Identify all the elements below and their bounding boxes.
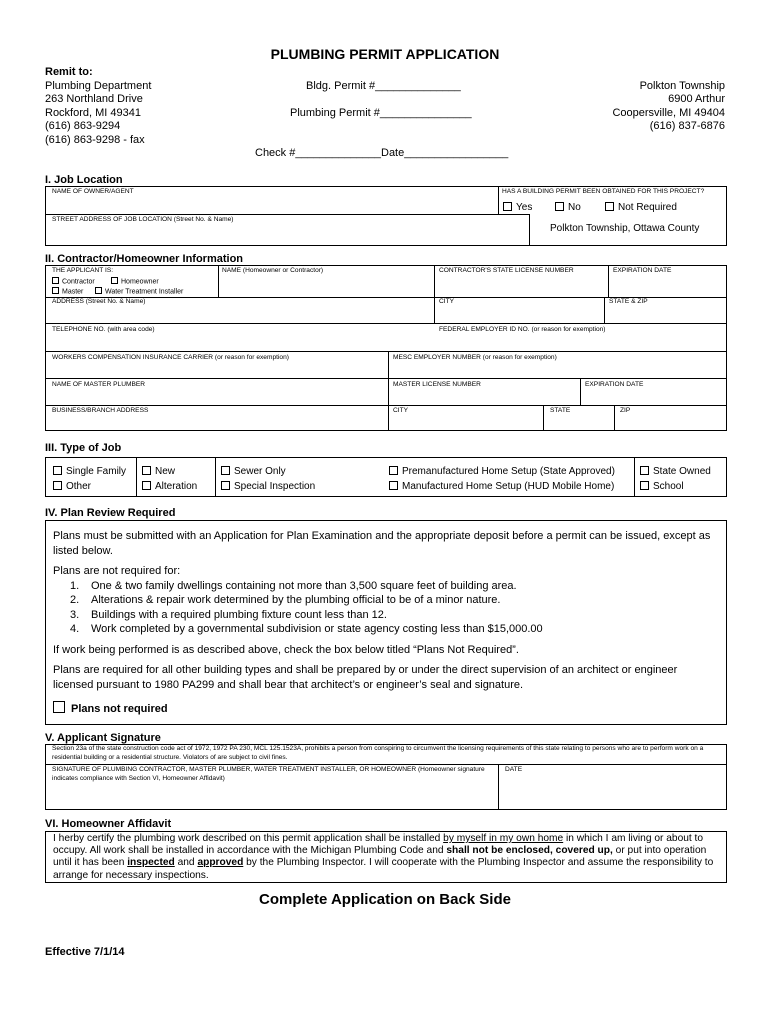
- remit-line: (616) 863-9298 - fax: [45, 133, 145, 146]
- affidavit-text: by the Plumbing Inspector. I will cooperate with the Plumbing Inspector and assume the responsibility to arrange for necessary inspections.: [53, 857, 714, 881]
- checkbox-icon[interactable]: [389, 481, 398, 490]
- applicant-water-treatment-option[interactable]: [95, 288, 183, 295]
- section-type-of-job-heading: III. Type of Job: [45, 442, 122, 454]
- checkbox-icon[interactable]: [52, 277, 59, 284]
- checkbox-icon[interactable]: [53, 701, 65, 713]
- plan-review-check-instruction: If work being performed is as described above, check the box below titled “Plans Not Required”.: [53, 643, 519, 656]
- option-label: No: [568, 202, 581, 213]
- plumbing-permit-field[interactable]: Plumbing Permit #_______________: [290, 107, 472, 119]
- list-item: [70, 579, 719, 594]
- plans-not-required-option[interactable]: [53, 702, 719, 717]
- job-school-option[interactable]: [640, 481, 684, 492]
- bldg-permit-field[interactable]: Bldg. Permit #______________: [306, 80, 461, 92]
- divider: [45, 214, 529, 215]
- telephone-label: TELEPHONE NO. (with area code): [52, 326, 155, 333]
- list-text: Alterations & repair work determined by the plumbing official to be of a minor nature.: [91, 594, 501, 606]
- complete-back-side-notice: Complete Application on Back Side: [259, 891, 511, 908]
- option-label: Sewer Only: [234, 466, 286, 477]
- affidavit-emphasis: by myself in my own home: [443, 833, 564, 844]
- branch-zip-label: ZIP: [620, 407, 631, 414]
- branch-city-label: CITY: [393, 407, 409, 414]
- option-label: Master: [62, 288, 84, 296]
- checkbox-icon[interactable]: [53, 481, 62, 490]
- job-sewer-only-option[interactable]: [221, 466, 286, 477]
- divider: [215, 457, 216, 497]
- list-item: [70, 608, 719, 623]
- master-plumber-name-label: NAME OF MASTER PLUMBER: [52, 381, 146, 388]
- divider: [608, 265, 609, 297]
- permit-obtained-question: HAS A BUILDING PERMIT BEEN OBTAINED FOR THIS PROJECT?: [502, 188, 705, 195]
- checkbox-icon[interactable]: [111, 277, 118, 284]
- exemption-list: [70, 579, 719, 637]
- address-label: ADDRESS (Street No. & Name): [52, 298, 146, 305]
- plans-required-statement: Plans are required for all other building types and shall be prepared by or under the direct supervision of an architect or engineer licensed pursuant to 1980 PA299 and shall bear that architect’s or engineer’s seal and signature.: [53, 664, 678, 691]
- divider: [388, 351, 389, 431]
- remit-line: (616) 863-9294: [45, 120, 121, 133]
- divider: [614, 405, 615, 431]
- remit-line: Rockford, MI 49341: [45, 106, 141, 119]
- effective-date: Effective 7/1/14: [45, 946, 125, 958]
- job-other-option[interactable]: [53, 481, 91, 492]
- option-label: Not Required: [618, 202, 677, 213]
- checkbox-icon[interactable]: [53, 466, 62, 475]
- permit-yes-option[interactable]: [503, 202, 532, 213]
- township-line: Polkton Township: [639, 80, 725, 92]
- option-label: Contractor: [62, 278, 95, 286]
- checkbox-icon[interactable]: [221, 466, 230, 475]
- option-label: School: [653, 481, 684, 492]
- name-label: NAME (Homeowner or Contractor): [222, 267, 324, 274]
- licensing-notice: Section 23a of the state construction code act of 1972, 1972 PA 230, MCL 125.1523A, prohibits a person from conspiring to circumvent the licensing requirements of this state relating to persons who are to perform work on a residential building or a residential structure. Violators of are subject to civil fines.: [52, 745, 704, 761]
- township-line: Coopersville, MI 49404: [612, 106, 725, 119]
- state-zip-label: STATE & ZIP: [609, 298, 648, 305]
- divider: [580, 378, 581, 405]
- job-single-family-option[interactable]: [53, 466, 126, 477]
- plan-review-intro: Plans must be submitted with an Application for Plan Examination and the appropriate deposit before a permit can be issued, except as listed below.: [53, 530, 711, 557]
- divider: [45, 405, 727, 406]
- affidavit-text: in which I am living or about to occupy. All work shall be installed in accordance with the Michigan Plumbing Code and: [53, 833, 704, 857]
- expiration-date-label: EXPIRATION DATE: [613, 267, 672, 274]
- affidavit-box: [45, 831, 727, 883]
- section-plan-review-heading: IV. Plan Review Required: [45, 507, 176, 519]
- job-manufactured-option[interactable]: [389, 481, 614, 492]
- workers-comp-label: WORKERS COMPENSATION INSURANCE CARRIER (or reason for exemption): [52, 354, 289, 361]
- checkbox-icon[interactable]: [605, 202, 614, 211]
- option-label: Single Family: [66, 466, 127, 477]
- job-new-option[interactable]: [142, 466, 175, 477]
- checkbox-icon[interactable]: [640, 466, 649, 475]
- checkbox-icon[interactable]: [142, 466, 151, 475]
- license-number-label: CONTRACTOR'S STATE LICENSE NUMBER: [439, 267, 574, 274]
- divider: [634, 457, 635, 497]
- list-item: [70, 622, 719, 637]
- plan-review-box: [45, 520, 727, 725]
- page-title: PLUMBING PERMIT APPLICATION: [270, 46, 500, 62]
- list-text: Work completed by a governmental subdivision or state agency costing less than $15,000.00: [91, 623, 543, 635]
- permit-not-required-option[interactable]: [605, 202, 677, 213]
- affidavit-text: and: [174, 857, 198, 869]
- divider: [218, 265, 219, 297]
- checkbox-icon[interactable]: [389, 466, 398, 475]
- divider: [45, 351, 727, 352]
- list-text: One & two family dwellings containing not more than 3,500 square feet of building area.: [91, 579, 517, 592]
- affidavit-emphasis: approved: [197, 857, 244, 869]
- checkbox-icon[interactable]: [221, 481, 230, 490]
- city-label: CITY: [439, 298, 455, 305]
- divider: [45, 378, 727, 379]
- applicant-master-option[interactable]: [52, 288, 83, 295]
- remit-address: [45, 80, 151, 147]
- divider: [45, 764, 727, 765]
- list-number: 3.: [70, 608, 80, 621]
- section-job-location-heading: I. Job Location: [45, 174, 123, 186]
- signature-label: SIGNATURE OF PLUMBING CONTRACTOR, MASTER PLUMBER, WATER TREATMENT INSTALLER, OR HOMEOWNER (Homeowner signature indicates compliance with Section VI, Homeowner Affidavit): [52, 766, 485, 782]
- section-signature-heading: V. Applicant Signature: [45, 732, 161, 744]
- township-line: (616) 837-6876: [649, 120, 725, 133]
- township-address: [612, 80, 725, 134]
- applicant-contractor-option[interactable]: [52, 278, 95, 285]
- option-label: State Owned: [653, 466, 711, 477]
- divider: [604, 297, 605, 323]
- checkbox-icon[interactable]: [95, 287, 102, 294]
- applicant-is-label: THE APPLICANT IS:: [52, 267, 114, 274]
- checkbox-icon[interactable]: [142, 481, 151, 490]
- list-number: 4.: [70, 623, 80, 635]
- remit-to-heading: Remit to:: [45, 66, 93, 78]
- option-label: Manufactured Home Setup (HUD Mobile Home): [402, 481, 615, 492]
- section-affidavit-heading: VI. Homeowner Affidavit: [45, 818, 172, 830]
- owner-agent-label: NAME OF OWNER/AGENT: [52, 188, 134, 195]
- check-date-field[interactable]: Check #______________Date_________________: [255, 147, 509, 159]
- remit-line: Plumbing Department: [45, 80, 152, 92]
- option-label: Water Treatment Installer: [105, 288, 184, 296]
- affidavit-text: I herby certify the plumbing work described on this permit application shall be installed: [53, 833, 444, 844]
- divider: [45, 323, 727, 324]
- checkbox-icon[interactable]: [640, 481, 649, 490]
- option-label: New: [155, 466, 176, 477]
- option-label: Homeowner: [121, 278, 159, 286]
- job-alteration-option[interactable]: [142, 481, 197, 492]
- list-number: 2.: [70, 594, 80, 606]
- divider: [543, 405, 544, 431]
- mesc-employer-label: MESC EMPLOYER NUMBER (or reason for exemption): [393, 354, 557, 361]
- divider: [136, 457, 137, 497]
- checkbox-icon[interactable]: [503, 202, 512, 211]
- option-label: Premanufactured Home Setup (State Approved): [402, 466, 615, 477]
- street-address-label: STREET ADDRESS OF JOB LOCATION (Street No. & Name): [52, 216, 234, 223]
- plans-not-required-for: Plans are not required for:: [53, 565, 181, 577]
- job-state-owned-option[interactable]: [640, 466, 711, 477]
- master-license-label: MASTER LICENSE NUMBER: [393, 381, 481, 388]
- job-special-inspection-option[interactable]: [221, 481, 315, 492]
- list-text: Buildings with a required plumbing fixture count less than 12.: [91, 608, 387, 621]
- affidavit-text: or put into operation until it has been: [53, 845, 707, 869]
- option-label: Special Inspection: [234, 481, 316, 492]
- list-item: [70, 593, 719, 608]
- divider: [498, 764, 499, 810]
- checkbox-icon[interactable]: [555, 202, 564, 211]
- option-label: Plans not required: [71, 703, 168, 715]
- checkbox-icon[interactable]: [52, 287, 59, 294]
- affidavit-emphasis: shall not be enclosed, covered up,: [446, 845, 613, 857]
- option-label: Alteration: [155, 481, 198, 492]
- master-expiration-label: EXPIRATION DATE: [585, 381, 644, 388]
- divider: [498, 186, 499, 214]
- list-number: 1.: [70, 579, 80, 592]
- permit-no-option[interactable]: [555, 202, 581, 213]
- federal-employer-id-label: FEDERAL EMPLOYER ID NO. (or reason for exemption): [439, 326, 606, 333]
- section-contractor-heading: II. Contractor/Homeowner Information: [45, 253, 244, 265]
- signature-date-label: DATE: [505, 766, 523, 773]
- option-label: Other: [66, 481, 92, 492]
- township-county: Polkton Township, Ottawa County: [550, 223, 700, 234]
- divider: [434, 265, 435, 323]
- applicant-homeowner-option[interactable]: [111, 278, 159, 285]
- branch-state-label: STATE: [550, 407, 571, 414]
- affidavit-emphasis: inspected: [127, 857, 175, 869]
- remit-line: 263 Northland Drive: [45, 93, 143, 106]
- job-premanufactured-option[interactable]: [389, 466, 615, 477]
- divider: [529, 214, 530, 246]
- branch-address-label: BUSINESS/BRANCH ADDRESS: [52, 407, 149, 414]
- option-label: Yes: [516, 202, 533, 213]
- township-line: 6900 Arthur: [668, 93, 725, 106]
